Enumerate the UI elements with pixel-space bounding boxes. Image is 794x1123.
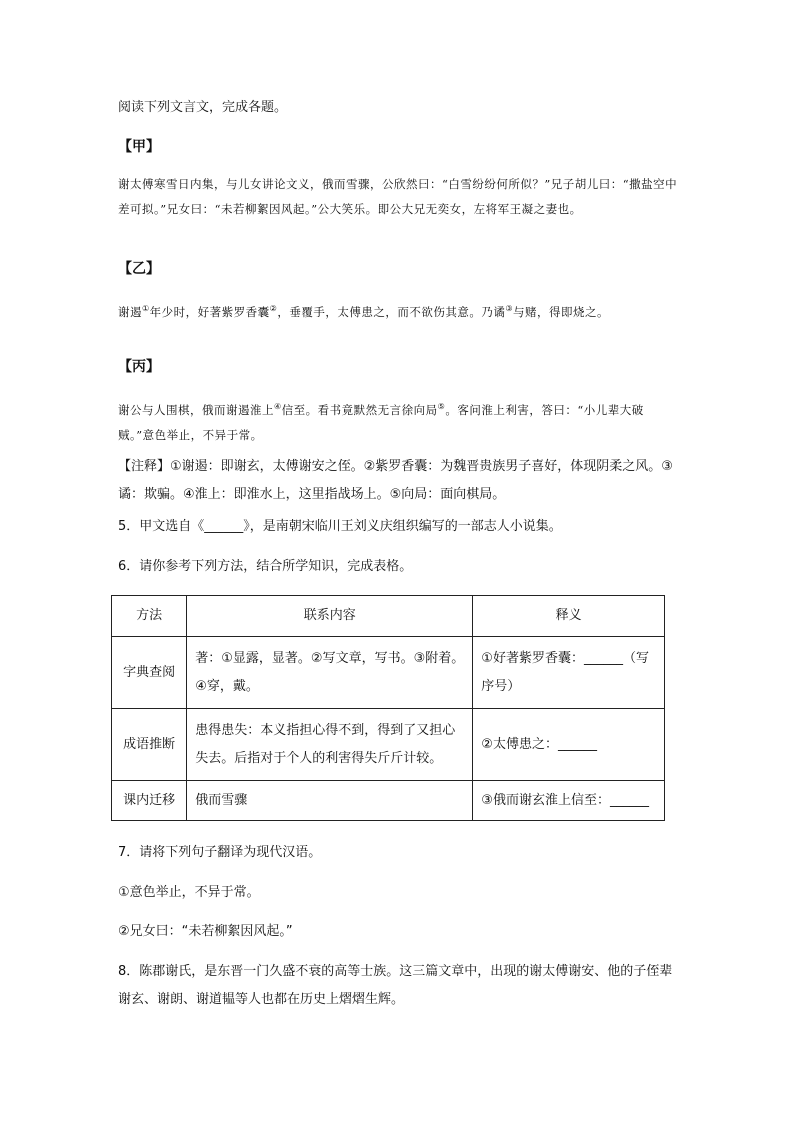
passage-yi-text: ，垂覆手，太傅患之，而不欲伤其意。乃谲 <box>277 304 506 319</box>
passage-bing <box>118 394 678 448</box>
table-cell-content: 著：①显露，显著。②写文章，写书。③附着。④穿，戴。 <box>187 637 473 709</box>
question-7-item-2: ②兄女曰：“未若柳絮因风起。” <box>118 924 293 939</box>
table-cell-method: 字典查阅 <box>112 637 187 709</box>
passage-bing-text: 。客问淮上利害，答曰：“小儿辈大破贼。”意色举止，不异于常。 <box>118 402 644 442</box>
passage-bing-text: 信至。看书竟默然无言徐向局 <box>281 402 438 417</box>
table-cell-answer: ①好著紫罗香囊：______（写序号） <box>473 637 665 709</box>
passage-jia: 谢太傅寒雪日内集，与儿女讲论文义，俄而雪骤，公欣然曰：“白雪纷纷何所似？”兄子胡儿曰：“撒盐空中差可拟。”兄女曰：“未若柳絮因风起。”公大笑乐。即公大兄无奕女，左将军王凝之妻也。 <box>118 177 678 216</box>
table-header-cell: 方法 <box>112 596 187 637</box>
section-label-bing: 【丙】 <box>118 359 160 375</box>
passage-yi-text: 与赌，得即烧之。 <box>513 304 610 319</box>
question-7: 7．请将下列句子翻译为现代汉语。 <box>118 845 322 860</box>
table-cell-method: 成语推断 <box>112 709 187 781</box>
table-row <box>112 709 665 781</box>
question-8: 8．陈郡谢氏，是东晋一门久盛不衰的高等士族。这三篇文章中，出现的谢太傅谢安、他的子侄辈谢玄、谢朗、谢道韫等人也都在历史上熠熠生辉。 <box>118 964 673 1007</box>
table-header-cell: 释义 <box>473 596 665 637</box>
footnote-marker: ⑤ <box>437 402 446 411</box>
table-row <box>112 781 665 821</box>
reading-instruction: 阅读下列文言文，完成各题。 <box>118 100 288 115</box>
question-6: 6．请你参考下列方法，结合所学知识，完成表格。 <box>118 559 413 574</box>
table-cell-method: 课内迁移 <box>112 781 187 821</box>
table-cell-content: 患得患失：本义指担心得不到，得到了又担心失去。后指对于个人的利害得失斤斤计较。 <box>187 709 473 781</box>
table-cell-answer: ②太傅患之：______ <box>473 709 665 781</box>
table-cell-content: 俄而雪骤 <box>187 781 473 821</box>
question-7-item-1: ①意色举止，不异于常。 <box>118 885 260 900</box>
footnote-marker: ① <box>142 304 150 313</box>
passage-bing-text: 谢公与人围棋，俄而谢遏淮上 <box>118 402 274 417</box>
method-table <box>111 595 665 821</box>
passage-yi-text: 谢遏 <box>118 304 142 319</box>
section-label-jia: 【甲】 <box>118 139 160 155</box>
footnote-marker: ③ <box>505 304 514 313</box>
footnote-marker: ② <box>269 304 278 313</box>
table-row <box>112 637 665 709</box>
table-header-row <box>112 596 665 637</box>
footnote-marker: ④ <box>274 402 282 411</box>
table-header-cell: 联系内容 <box>187 596 473 637</box>
section-label-yi: 【乙】 <box>118 261 160 277</box>
annotation-notes: 【注释】①谢遏：即谢玄，太傅谢安之侄。②紫罗香囊：为魏晋贵族男子喜好，体现阴柔之风。③谲：欺骗。④淮上：即淮水上，这里指战场上。⑤向局：面向棋局。 <box>118 459 673 502</box>
question-5: 5．甲文选自《______》，是南朝宋临川王刘义庆组织编写的一部志人小说集。 <box>118 519 562 534</box>
passage-yi <box>118 296 678 325</box>
table-cell-answer: ③俄而谢玄淮上信至：______ <box>473 781 665 821</box>
passage-yi-text: 年少时，好著紫罗香囊 <box>149 304 270 319</box>
